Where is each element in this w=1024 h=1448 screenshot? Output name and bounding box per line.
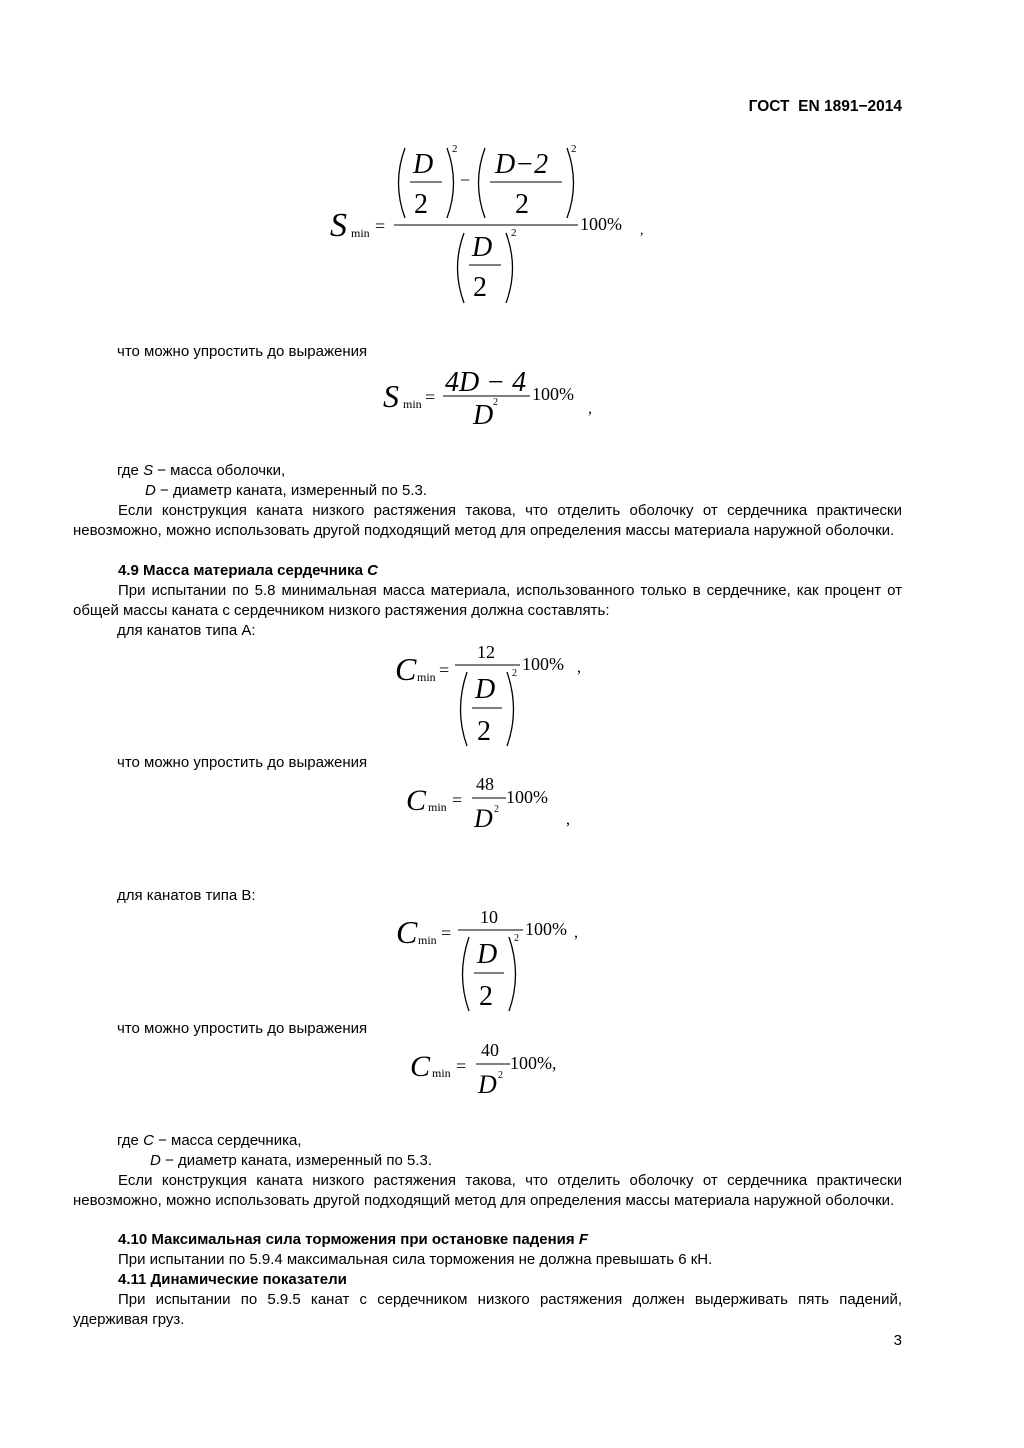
where-d-description: − диаметр каната, измеренный по 5.3. bbox=[160, 1152, 433, 1169]
text-where-s bbox=[117, 461, 902, 481]
paragraph-4-9: При испытании по 5.8 минимальная масса материала, использованного только в сердечнике, как процент от общей массы каната с сердечником низкого растяжения должна составлять: bbox=[73, 582, 902, 619]
paren-right bbox=[447, 148, 454, 218]
where-label: где bbox=[117, 462, 144, 479]
paren-right bbox=[507, 672, 514, 746]
equals-sign: = bbox=[452, 790, 463, 810]
symbol-d: D bbox=[150, 1152, 161, 1169]
text-where-d-2 bbox=[117, 1151, 935, 1171]
heading-4-10 bbox=[73, 1230, 902, 1250]
heading-4-9 bbox=[73, 561, 902, 581]
formula-s-min-simplified-graphic bbox=[383, 365, 613, 435]
heading-4-9-text: 4.9 Масса материала сердечника bbox=[118, 562, 368, 579]
formula-percent: 100% bbox=[522, 654, 564, 674]
paragraph-4-10: При испытании по 5.9.4 максимальная сила торможения не должна превышать 6 кН. bbox=[118, 1251, 713, 1268]
formula-comma: , bbox=[577, 659, 581, 676]
formula-sub: min bbox=[432, 1066, 451, 1080]
minus-sign: − bbox=[460, 170, 471, 190]
paren-left bbox=[458, 233, 465, 303]
symbol-d: D bbox=[472, 232, 493, 263]
formula-c-min-type-b-full-graphic bbox=[396, 905, 616, 1015]
exponent-2: 2 bbox=[514, 933, 519, 944]
formula-s-min-simplified bbox=[383, 365, 613, 435]
where-s-description: − масса оболочки, bbox=[153, 462, 286, 479]
paren-left bbox=[399, 148, 406, 218]
formula-sub: min bbox=[351, 226, 370, 240]
symbol-f: F bbox=[578, 1231, 588, 1248]
formula-percent: 100%, bbox=[510, 1053, 557, 1073]
formula-sub: min bbox=[417, 670, 436, 684]
exponent-2: 2 bbox=[571, 143, 577, 155]
where-label: где bbox=[117, 1132, 144, 1149]
formula-c-min-type-b-simplified-graphic bbox=[410, 1038, 590, 1100]
exponent-2: 2 bbox=[494, 804, 499, 815]
formula-c-min-type-a-simplified bbox=[406, 772, 586, 834]
formula-percent: 100% bbox=[532, 384, 574, 404]
paren-right bbox=[506, 233, 513, 303]
symbol-c: C bbox=[367, 562, 378, 579]
formula-c-min-type-a-simplified-graphic bbox=[406, 772, 586, 834]
formula-numerator: 4D − 4 bbox=[445, 367, 527, 398]
formula-comma: , bbox=[574, 924, 578, 941]
exponent-2: 2 bbox=[493, 397, 498, 408]
text-where-d-1 bbox=[117, 481, 930, 501]
paren-left bbox=[463, 937, 470, 1011]
digit-2: 2 bbox=[515, 189, 529, 220]
heading-4-10-text: 4.10 Максимальная сила торможения при остановке падения bbox=[118, 1231, 579, 1248]
symbol-d: D bbox=[477, 939, 498, 970]
where-c-description: − масса сердечника, bbox=[153, 1132, 302, 1149]
equals-sign: = bbox=[375, 216, 386, 236]
digit-2: 2 bbox=[477, 716, 491, 747]
paren-right bbox=[567, 148, 574, 218]
text-where-c bbox=[117, 1131, 902, 1151]
equals-sign: = bbox=[425, 387, 436, 407]
text-simplify-3: что можно упростить до выражения bbox=[117, 1020, 368, 1037]
formula-s-min-full-graphic bbox=[330, 138, 660, 308]
digit-2: 2 bbox=[473, 272, 487, 303]
formula-percent: 100% bbox=[580, 214, 622, 234]
formula-sub: min bbox=[428, 800, 447, 814]
formula-lhs: S bbox=[330, 207, 347, 244]
formula-percent: 100% bbox=[525, 919, 567, 939]
formula-c-min-type-a-full bbox=[395, 640, 615, 750]
formula-c-min-type-a-full-graphic bbox=[395, 640, 615, 750]
equals-sign: = bbox=[441, 923, 452, 943]
formula-comma: , bbox=[566, 811, 570, 828]
paren-left bbox=[479, 148, 486, 218]
symbol-c: C bbox=[143, 1132, 154, 1149]
equals-sign: = bbox=[439, 660, 450, 680]
digit-2: 2 bbox=[414, 189, 428, 220]
document-header: ГОСТ EN 1891−2014 bbox=[748, 98, 902, 115]
symbol-d: D bbox=[413, 149, 434, 180]
formula-s-min-full bbox=[330, 138, 660, 308]
formula-percent: 100% bbox=[506, 787, 548, 807]
paragraph-4-11: При испытании по 5.9.5 канат с сердечником низкого растяжения должен выдерживать пять падений, удерживая груз. bbox=[73, 1291, 902, 1328]
text-simplify-1: что можно упростить до выражения bbox=[117, 343, 368, 360]
equals-sign: = bbox=[456, 1056, 467, 1076]
symbol-d: D bbox=[478, 1070, 497, 1099]
digit-2: 2 bbox=[479, 981, 493, 1012]
exponent-2: 2 bbox=[452, 143, 458, 155]
symbol-d: D bbox=[145, 482, 156, 499]
formula-denominator: D bbox=[473, 400, 494, 431]
formula-c-min-type-b-simplified bbox=[410, 1038, 590, 1100]
paragraph-core-method: Если конструкция каната низкого растяжения такова, что отделить оболочку от сердечника практически невозможно, можно использовать другой подходящий метод для определения массы материала наружной оболочки. bbox=[73, 1172, 902, 1209]
expression-d-minus-2: D−2 bbox=[495, 149, 549, 180]
formula-lhs: C bbox=[406, 784, 427, 817]
formula-numerator: 40 bbox=[481, 1040, 499, 1060]
formula-comma: , bbox=[588, 400, 592, 417]
symbol-d: D bbox=[475, 674, 496, 705]
formula-lhs: S bbox=[383, 378, 399, 414]
heading-4-11: 4.11 Динамические показатели bbox=[118, 1271, 347, 1288]
exponent-2: 2 bbox=[512, 668, 517, 679]
text-simplify-2: что можно упростить до выражения bbox=[117, 754, 368, 771]
formula-sub: min bbox=[403, 397, 422, 411]
formula-lhs: C bbox=[396, 914, 418, 950]
formula-comma: , bbox=[640, 223, 644, 238]
where-d-description: − диаметр каната, измеренный по 5.3. bbox=[155, 482, 428, 499]
paragraph-sheath-method: Если конструкция каната низкого растяжения такова, что отделить оболочку от сердечника практически невозможно, можно использовать другой подходящий метод для определения массы материала наружной оболочки. bbox=[73, 502, 902, 539]
formula-numerator: 10 bbox=[480, 907, 498, 927]
paren-right bbox=[509, 937, 516, 1011]
symbol-s: S bbox=[143, 462, 154, 479]
formula-numerator: 48 bbox=[476, 774, 494, 794]
page-number: 3 bbox=[893, 1332, 902, 1349]
symbol-d: D bbox=[474, 804, 493, 833]
formula-lhs: C bbox=[395, 651, 417, 687]
formula-numerator: 12 bbox=[477, 642, 495, 662]
formula-c-min-type-b-full bbox=[396, 905, 616, 1015]
formula-lhs: C bbox=[410, 1050, 431, 1083]
text-type-a: для канатов типа А: bbox=[117, 622, 256, 639]
text-type-b: для канатов типа В: bbox=[117, 887, 256, 904]
exponent-2: 2 bbox=[511, 227, 517, 239]
paren-left bbox=[461, 672, 468, 746]
formula-sub: min bbox=[418, 933, 437, 947]
exponent-2: 2 bbox=[498, 1070, 503, 1081]
